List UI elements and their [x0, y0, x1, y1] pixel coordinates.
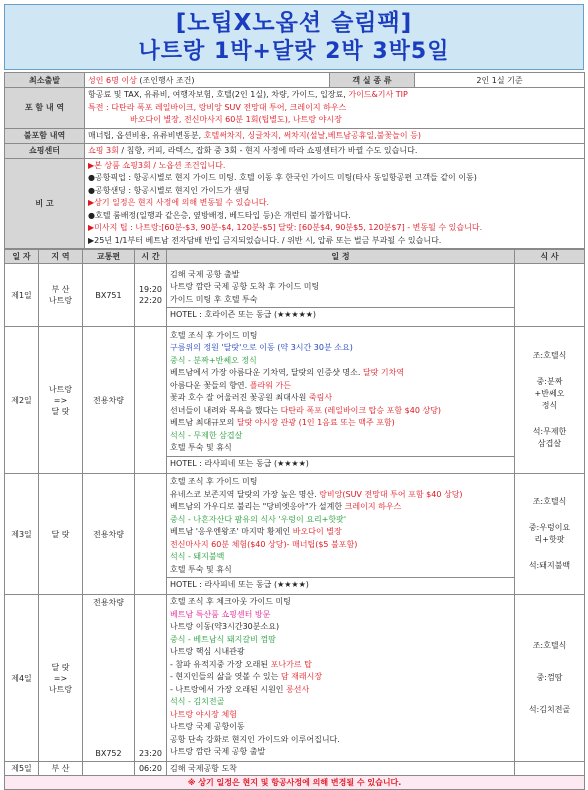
excluded-label: 불포함 내역 — [5, 128, 85, 143]
itinerary-line: 전신마사지 60분 체험($40 상당)- 매너팁($5 불포함) — [170, 539, 358, 549]
shopping-value: 쇼핑 3회 / 침향, 커피, 라텍스, 잡화 중 3회 - 현지 사정에 따라 쇼핑센터가 바뀔 수도 있습니다. — [85, 143, 585, 158]
included-label: 포 함 내 역 — [5, 88, 85, 129]
itinerary-line: 베트남 '응우엔왕조' 마지막 황제인 바오다이 별장 — [170, 527, 342, 537]
itinerary-line: 나트랑 국제 공항이동 — [170, 722, 245, 731]
day-row-1 — [5, 264, 585, 327]
itinerary-line: 아름다운 꽃들의 향연. 플라워 가든 — [170, 380, 291, 390]
room-type-value: 2인 1실 기준 — [415, 73, 585, 88]
itinerary-line: 석식 - 김치전골 — [170, 697, 225, 706]
day-itinerary: 김해 국제 공항 출발 나트랑 깜란 국제 공항 도착 후 가이드 미팅 가이드 미팅 후 호텔 투숙 HOTEL : 호라이즌 또는 동급 (★★★★★) — [167, 264, 515, 327]
schedule-table — [4, 249, 585, 790]
day-transport — [83, 762, 135, 776]
title-line-2: 나트랑 1박+달랏 2박 3박5일 — [138, 39, 450, 64]
itinerary-line: 유네스코 보존지역 달랏의 가장 높은 명산. 랑비앙(SUV 전망대 투어 포함 $40 상당) — [170, 489, 463, 499]
title-banner — [4, 4, 584, 70]
itinerary-line: 호텔 투숙 및 휴식 — [170, 564, 232, 574]
room-type-label: 객 실 종 류 — [330, 73, 415, 88]
day-place: 달 랏 => 나트랑 — [39, 595, 83, 762]
day-label: 제2일 — [5, 327, 39, 474]
day-itinerary — [167, 595, 515, 762]
day-transport: 전용차량 — [83, 327, 135, 474]
day-row-3 — [5, 474, 585, 595]
min-departure-label: 최소출발 — [5, 73, 85, 88]
itinerary-line: - 나트랑에서 가장 오래된 시원인 롱선사 — [170, 684, 310, 694]
itinerary-line: 석식 - 돼지불백 — [170, 552, 225, 562]
itinerary-line: 호텔 조식 후 체크아웃 가이드 미팅 — [170, 597, 291, 606]
itinerary-line: 공항 단속 강화로 현지인 가이드와 이루어집니다. — [170, 734, 340, 744]
itinerary-line: 베트남 특산품 쇼핑센터 방문 — [170, 609, 271, 619]
day-place: 나트랑 => 달 랏 — [39, 327, 83, 474]
day-itinerary — [167, 474, 515, 595]
day-times: 23:20 — [135, 595, 167, 762]
day-row-4 — [5, 595, 585, 762]
itinerary-line: 중식 - 나혼자산다 팜유의 식사 '우렁이 요리+핫팟' — [170, 514, 347, 524]
itinerary-line: 중식 - 베트남식 돼지갈비 껌땀 — [170, 634, 276, 644]
itinerary-line: - 현지인들의 삶을 엿볼 수 있는 담 재래시장 — [170, 672, 323, 681]
day-meals — [515, 264, 585, 327]
itinerary-line: 호텔 조식 후 가이드 미팅 — [170, 477, 258, 487]
day-times: 06:20 — [135, 762, 167, 776]
min-departure-value: 성인 6명 이상 (조인행사 조건) — [85, 73, 330, 88]
day-label: 제3일 — [5, 474, 39, 595]
itinerary-line: 베트남의 가우디로 불리는 "당비엣응아"가 설계한 크레이지 하우스 — [170, 502, 402, 512]
col-place: 지 역 — [39, 250, 83, 264]
itinerary-line: 선녀들이 내려와 목욕을 했다는 다탄라 폭포 (레일바이크 탑승 포함 $40 상당) — [170, 405, 442, 415]
day-place: 부 산 — [39, 762, 83, 776]
day-times: 19:20 22:20 — [135, 264, 167, 327]
col-day: 일 자 — [5, 250, 39, 264]
document — [4, 4, 584, 790]
day-transport: 전용차량 BX752 — [83, 595, 135, 762]
day-transport: BX751 — [83, 264, 135, 327]
hotel-line: HOTEL : 라사피네 또는 동급 (★★★★) — [167, 456, 514, 471]
day-label: 제4일 — [5, 595, 39, 762]
day-place: 부 산 나트랑 — [39, 264, 83, 327]
day-itinerary: 김해 국제공항 도착 — [167, 762, 515, 776]
day-meals: 조:호텔식 중:껌땀 석:김치전골 — [515, 595, 585, 762]
itinerary-line: 나트랑 깜란 국제 공항 출발 — [170, 747, 266, 756]
itinerary-line: 석식 - 무제한 삼겹살 — [170, 430, 243, 440]
itinerary-line: - 참파 유적지중 가장 오래된 포나가르 탑 — [170, 659, 312, 669]
day-transport: 전용차량 — [83, 474, 135, 595]
col-itinerary: 일 정 — [167, 250, 515, 264]
hotel-line: HOTEL : 호라이즌 또는 동급 (★★★★★) — [167, 307, 514, 322]
itinerary-line: 나트랑 이동(약3시간30분소요) — [170, 622, 280, 631]
notes-label: 비 고 — [5, 158, 85, 249]
day-row-5 — [5, 762, 585, 776]
itinerary-line: 호텔 투숙 및 휴식 — [170, 443, 232, 453]
day-row-2 — [5, 327, 585, 474]
day-label: 제1일 — [5, 264, 39, 327]
itinerary-line: 나트랑 핵심 시내관광 — [170, 647, 245, 656]
excluded-value: 매너팁, 옵션비용, 유류비변동분, 호텔써차지, 싱글차지, 써차지(설날,베트남공휴일,불꽃놀이 등) — [85, 128, 585, 143]
itinerary-line: 베트남에서 가장 아름다운 기차역, 달랏의 인증샷 명소. 달랏 기차역 — [170, 368, 405, 378]
hotel-line: HOTEL : 라사피네 또는 동급 (★★★★) — [167, 577, 514, 592]
day-meals: 조:호텔식 중:분짜 +반쎄오 정식 석:무제한 삼겹살 — [515, 327, 585, 474]
info-table — [4, 72, 585, 249]
col-time: 시 간 — [135, 250, 167, 264]
itinerary-line: 중식 - 분짜+반쎄오 정식 — [170, 355, 257, 365]
itinerary-line: 나트랑 야시장 체험 — [170, 709, 237, 719]
col-meal: 식 사 — [515, 250, 585, 264]
shopping-label: 쇼핑센터 — [5, 143, 85, 158]
itinerary-line: 구름위의 정원 '달랏'으로 이동 (약 3시간 30분 소요) — [170, 343, 353, 353]
day-itinerary — [167, 327, 515, 474]
itinerary-line: 베트남 최대규모의 달랏 야시장 관광 (1인 1음료 또는 맥주 포함) — [170, 418, 395, 428]
day-label: 제5일 — [5, 762, 39, 776]
included-value: 항공료 및 TAX, 유류비, 여행자보험, 호텔(2인 1실), 차량, 가이드, 입장료, 가이드&기사 TIP 특전 : 다탄라 폭포 레일바이크, 랑비앙 SUV 전망대 투어, 크레이지 하우스 바오다이 별장, 전신마사지 60분 1회(팁별도), 나트랑 야시장 — [85, 88, 585, 129]
title-line-1: [노팁X노옵션 슬림팩] — [175, 10, 413, 36]
itinerary-line: 꽃과 호수 잘 어울러진 꽃공원 최대사원 죽림사 — [170, 393, 333, 403]
col-transport: 교통편 — [83, 250, 135, 264]
itinerary-line: 호텔 조식 후 가이드 미팅 — [170, 330, 258, 340]
day-meals: 조:호텔식 중:우렁이요 리+핫팟 석:돼지불백 — [515, 474, 585, 595]
day-place: 달 랏 — [39, 474, 83, 595]
notes-value: ▶본 상품 쇼핑3회 / 노옵션 조건입니다. ●공항픽업 : 항공시별로 현지 가이드 미팅. 호텔 이동 후 한국인 가이드 미팅(타사 동일항공편 고객들 같이 이동) ●공항샌딩 : 항공시별로 현지인 가이드가 샌딩 ▶상기 일정은 현지 사정에 의해 변동될 수 있습니다. ●호텔 룸배정(일행과 같은층, 옆방배정, 베드타입 등)은 개런티 불가합니다. ▶미사지 팁 : 나트랑:[60분-$3, 90분-$4, 120분-$5] 달랏: [60분$4, 90분$5, 120분$7] - 변동될 수 있습니다. ▶25년 1/1부터 베트남 전자담배 반입 금지되었습니다. / 위반 시, 압류 또는 벌금 부과될 수 있습니다. — [85, 158, 585, 249]
footer-note: ※ 상기 일정은 현지 및 항공사정에 의해 변경될 수 있습니다. — [5, 776, 585, 790]
